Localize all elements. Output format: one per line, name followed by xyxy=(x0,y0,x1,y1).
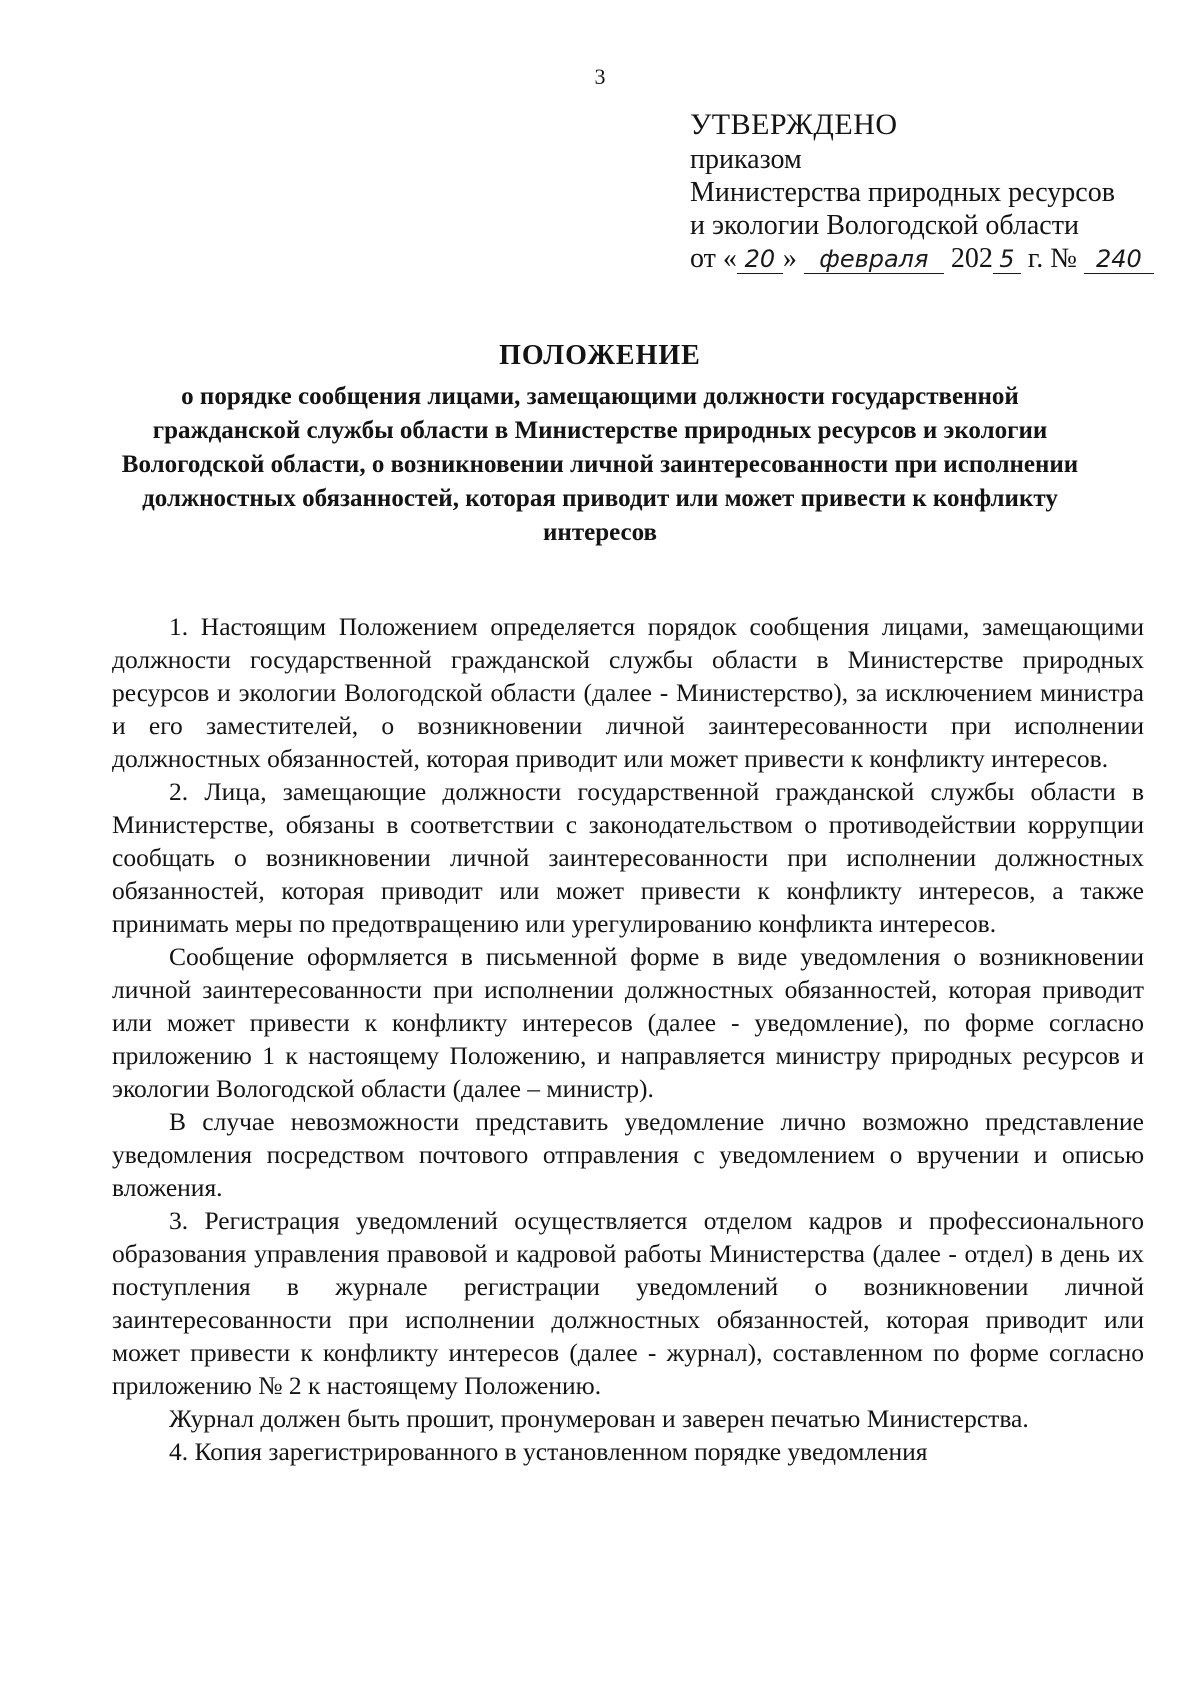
paragraph: 4. Копия зарегистрированного в установленном порядке уведомления xyxy=(169,1437,928,1466)
document-title: ПОЛОЖЕНИЕ xyxy=(499,340,701,371)
paragraph: 1. Настоящим Положением определяется порядок сообщения лицами, замещающими должности государственной гражданской службы области в Министерстве природных ресурсов и экологии Вологодской области (далее - Министерство), за исключением министра и его заместителей, о возникновении личной заинтересованности при исполнении должностных обязанностей, которая приводит или может привести к конфликту интересов. xyxy=(112,612,1144,773)
paragraph: Журнал должен быть прошит, пронумерован и заверен печатью Министерства. xyxy=(169,1404,1029,1433)
approval-date-line xyxy=(690,242,1180,275)
approval-block xyxy=(690,108,1180,275)
document-subtitle: о порядке сообщения лицами, замещающими должности государственной гражданской службы области в Министерстве природных ресурсов и экологии Вологодской области, о возникновении личной заинтересованности при исполнении должностных обязанностей, которая приводит или может привести к конфликту интересов xyxy=(121,383,1079,546)
approval-line: и экологии Вологодской области xyxy=(690,210,1079,241)
paragraph: В случае невозможности представить уведомление лично возможно представление уведомления посредством почтового отправления с уведомлением о вручении и описью вложения. xyxy=(112,1107,1144,1202)
year-prefix: 202 xyxy=(950,243,993,274)
approval-heading: УТВЕРЖДЕНО xyxy=(690,108,898,141)
paragraph: 3. Регистрация уведомлений осуществляется отделом кадров и профессионального образования управления правовой и кадровой работы Министерства (далее - отдел) в день их поступления в журнале регистрации уведомлений о возникновении личной заинтересованности при исполнении должностных обязанностей, которая приводит или может привести к конфликту интересов (далее - журнал), составленном по форме согласно приложению № 2 к настоящему Положению. xyxy=(112,1206,1144,1400)
date-mid: » xyxy=(782,243,797,274)
approval-line: приказом xyxy=(690,144,802,175)
document-body xyxy=(112,610,1144,1468)
paragraph: 2. Лица, замещающие должности государственной гражданской службы области в Министерстве, обязаны в соответствии с законодательством о противодействии коррупции сообщать о возникновении личной заинтересованности при исполнении должностных обязанностей, которая приводит или может привести к конфликту интересов, а также принимать меры по предотвращению или урегулированию конфликта интересов. xyxy=(112,777,1144,938)
handwritten-year-suffix: 5 xyxy=(993,245,1021,274)
date-prefix: от « xyxy=(690,243,737,274)
handwritten-order-number: 240 xyxy=(1084,245,1154,274)
approval-line: Министерства природных ресурсов xyxy=(690,177,1115,208)
paragraph: Сообщение оформляется в письменной форме в виде уведомления о возникновении личной заинтересованности при исполнении должностных обязанностей, которая приводит или может привести к конфликту интересов (далее - уведомление), по форме согласно приложению 1 к настоящему Положению, и направляется министру природных ресурсов и экологии Вологодской области (далее – министр). xyxy=(112,942,1144,1103)
handwritten-month: февраля xyxy=(804,245,944,274)
order-number-label: г. № xyxy=(1027,243,1077,274)
page-number: 3 xyxy=(594,64,606,89)
handwritten-day: 20 xyxy=(737,245,783,274)
